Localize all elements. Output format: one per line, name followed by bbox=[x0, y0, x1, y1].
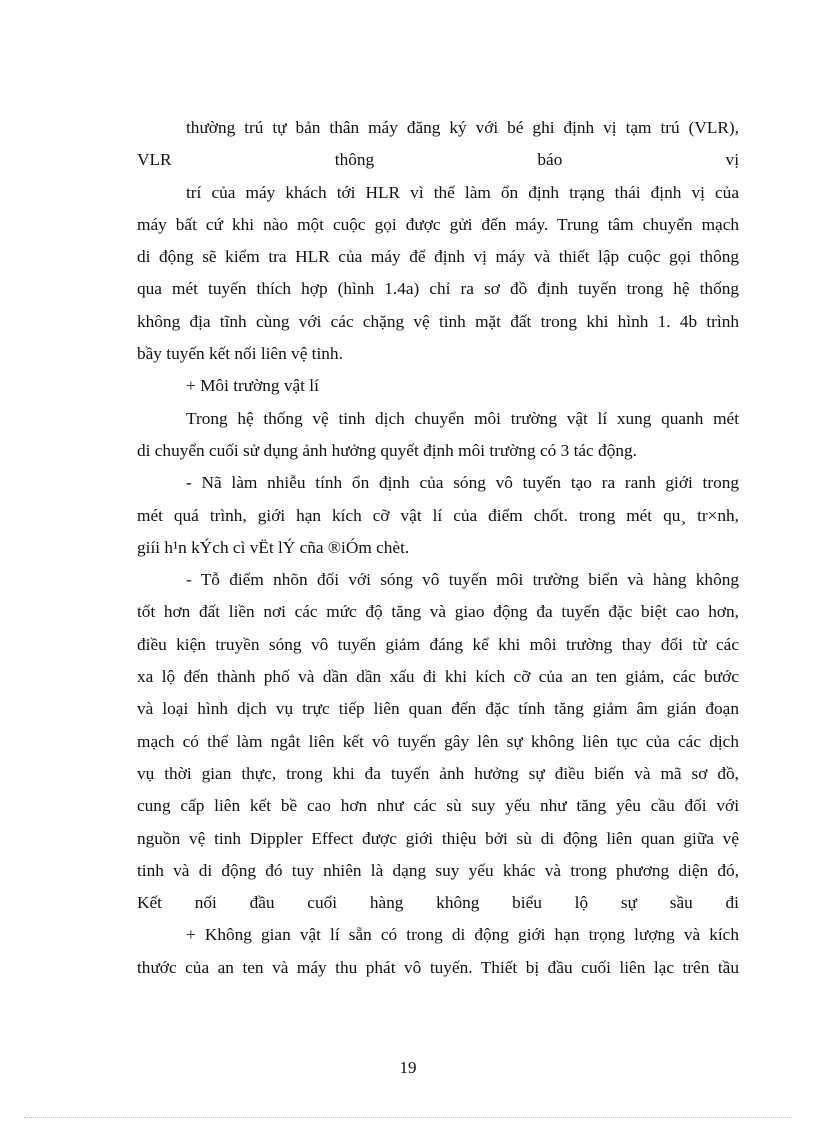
text-line: không địa tĩnh cùng với các chặng vệ tinh mặt đất trong khi hình 1. 4b trình bbox=[137, 311, 739, 331]
text-line: - Tỗ điểm nhõn đối với sóng vô tuyến môi trường biển và hàng không bbox=[186, 570, 739, 590]
text-line: xa lộ đến thành phố và dần dần xấu đi khi kích cỡ của an ten giảm, các bước bbox=[137, 667, 739, 687]
text-line: giíi h¹n kÝch cì vËt lÝ cña ®iÓm chèt. bbox=[137, 537, 410, 557]
text-line: trí của máy khách tới HLR vì thế làm ổn định trạng thái định vị của bbox=[186, 182, 739, 202]
section-heading: + Môi trường vật lí bbox=[186, 376, 319, 396]
text-line: thường trú tự bản thân máy đăng ký với bé ghi định vị tạm trú (VLR), bbox=[186, 118, 739, 137]
text-line: VLR thông báo vị bbox=[137, 150, 739, 170]
text-line: thước của an ten và máy thu phát vô tuyến. Thiết bị đầu cuối liên lạc trên tầu bbox=[137, 957, 739, 977]
text-line: điều kiện truyền sóng vô tuyến giảm đáng kể khi môi trường thay đổi từ các bbox=[137, 634, 739, 654]
text-line: - Nã làm nhiễu tính ổn định của sóng vô tuyến tạo ra ranh giới trong bbox=[186, 473, 739, 493]
text-line: vụ thời gian thực, trong khi đa tuyến ảnh hưởng sự điều biến và mã sơ đồ, bbox=[137, 763, 739, 783]
text-line: di động sẽ kiểm tra HLR của máy để định vị máy và thiết lập cuộc gọi thông bbox=[137, 247, 739, 267]
text-line: mét quá trình, giới hạn kích cỡ vật lí của điểm chốt. trong mét qu¸ tr×nh, bbox=[137, 505, 739, 525]
text-line: qua mét tuyến thích hợp (hình 1.4a) chỉ ra sơ đồ định tuyến trong hệ thống bbox=[137, 279, 739, 299]
text-line: Kết nối đầu cuối hàng không biểu lộ sự sầu đi bbox=[137, 893, 739, 913]
section-heading: + Không gian vật lí sẵn có trong di động giới hạn trọng lượng và kích bbox=[186, 925, 739, 945]
page-number: 19 bbox=[399, 1058, 417, 1077]
text-line: và loại hình dịch vụ trực tiếp liên quan đến đặc tính tăng giảm âm gián đoạn bbox=[137, 699, 739, 719]
text-line: di chuyển cuối sử dụng ảnh hưởng quyết định môi trường có 3 tác động. bbox=[137, 440, 637, 460]
body-text bbox=[137, 112, 739, 984]
text-line: mạch có thể làm ngắt liên kết vô tuyến gây lên sự không liên tục của các dịch bbox=[137, 731, 739, 751]
text-line: cung cấp liên kết bề cao hơn như các sù suy yếu như tăng yêu cầu đối với bbox=[137, 796, 739, 816]
footer-divider bbox=[24, 1117, 792, 1118]
text-line: tốt hơn đất liền nơi các mức độ tăng và giao động đa tuyến đặc biệt cao hơn, bbox=[137, 602, 739, 622]
text-line: máy bất cứ khi nào một cuộc gọi được gửi đến máy. Trung tâm chuyển mạch bbox=[137, 214, 739, 234]
text-line: bầy tuyến kết nối liên vệ tinh. bbox=[137, 344, 343, 364]
text-line: Trong hệ thống vệ tinh dịch chuyển môi trường vật lí xung quanh mét bbox=[186, 408, 739, 428]
text-line: tinh và di động đó tuy nhiên là dạng suy yếu khác và trong phương diện đó, bbox=[137, 860, 739, 880]
text-line: nguồn vệ tinh Dippler Effect được giới thiệu bởi sù di động liên quan giữa vệ bbox=[137, 828, 739, 848]
